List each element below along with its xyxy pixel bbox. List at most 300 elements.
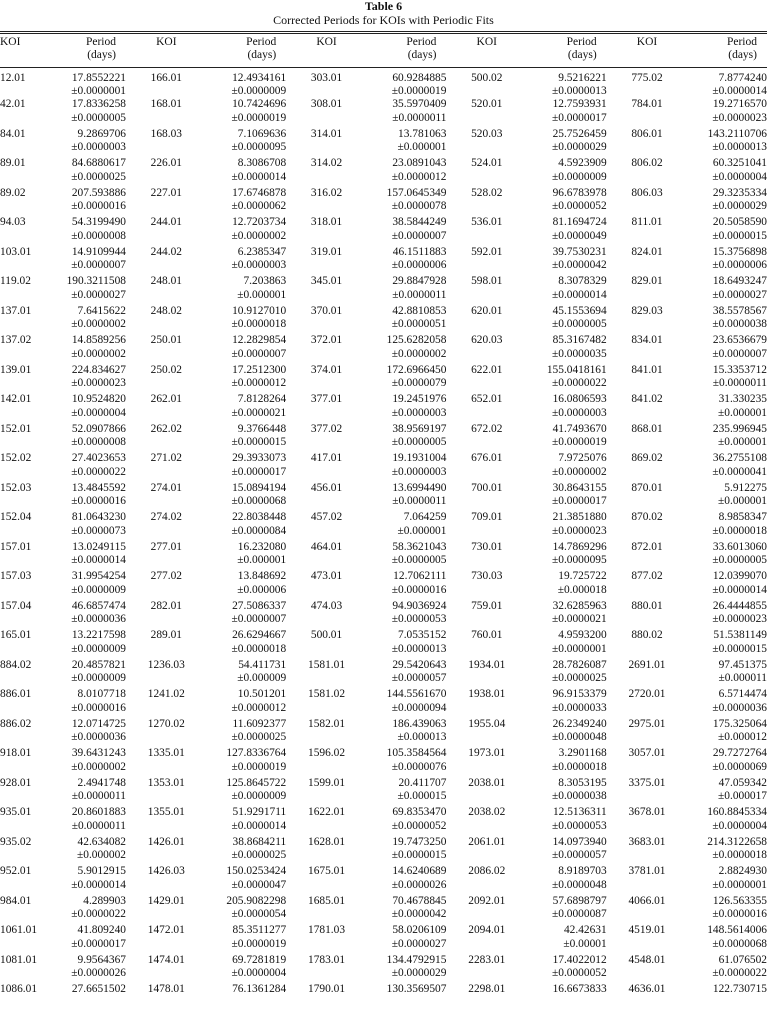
period-cell	[62, 216, 126, 246]
period-cell	[207, 246, 287, 276]
period-cell	[207, 954, 287, 984]
koi-cell: 2092.01	[468, 894, 506, 907]
koi-cell: 277.01	[150, 540, 182, 553]
period-uncertainty: ±0.0000004	[71, 406, 126, 419]
period-uncertainty: ±0.000001	[397, 141, 447, 154]
koi-cell: 841.02	[631, 393, 663, 406]
period-uncertainty: ±0.000011	[718, 672, 767, 685]
period-uncertainty: ±0.0000033	[552, 701, 607, 714]
koi-cell: 886.02	[0, 717, 32, 730]
koi-cell: 824.01	[631, 245, 663, 258]
period-uncertainty: ±0.0000015	[391, 849, 447, 862]
period-value: 60.9284885	[392, 72, 447, 84]
koi-cell: 248.02	[150, 304, 182, 317]
period-cell	[62, 659, 126, 689]
period-cell	[62, 924, 126, 954]
period-uncertainty: ±0.000015	[397, 790, 447, 803]
period-uncertainty: ±0.000001	[718, 495, 767, 508]
period-cell	[367, 836, 447, 866]
period-value: 31.9954254	[71, 570, 126, 583]
period-uncertainty: ±0.0000003	[391, 406, 447, 419]
header-period	[687, 34, 767, 68]
koi-cell: 314.02	[310, 157, 343, 170]
period-cell	[62, 482, 126, 512]
period-cell	[367, 393, 447, 423]
koi-cell: 303.01	[310, 72, 343, 84]
koi-cell: 500.01	[310, 629, 343, 642]
period-value: 20.4857821	[71, 658, 126, 671]
table-row	[0, 954, 767, 984]
period-value: 38.9569197	[392, 422, 447, 435]
period-cell	[367, 334, 447, 364]
table-row	[0, 983, 767, 1013]
period-uncertainty: ±0.0000068	[231, 495, 287, 508]
period-cell	[207, 364, 287, 394]
period-value: 57.6898797	[552, 894, 607, 907]
period-value: 126.563355	[712, 894, 767, 907]
koi-cell: 829.01	[631, 275, 663, 288]
period-cell	[62, 954, 126, 984]
koi-cell: 700.01	[471, 481, 503, 494]
period-uncertainty: ±0.000002	[77, 849, 126, 862]
period-uncertainty: ±0.0000015	[712, 642, 767, 655]
period-value: 27.6651502	[71, 983, 126, 996]
period-uncertainty: ±0.0000027	[391, 937, 447, 950]
period-uncertainty: ±0.0000087	[552, 908, 607, 921]
period-cell	[62, 688, 126, 718]
period-cell	[527, 629, 607, 659]
period-cell	[687, 187, 767, 217]
period-uncertainty: ±0.0000029	[712, 200, 767, 213]
period-cell	[62, 305, 126, 335]
koi-cell: 870.01	[631, 481, 663, 494]
period-cell	[62, 983, 126, 1013]
koi-cell: 417.01	[310, 452, 343, 465]
period-value: 26.2349240	[552, 717, 607, 730]
period-uncertainty: ±0.0000036	[71, 731, 126, 744]
koi-cell: 42.01	[0, 98, 26, 111]
koi-cell: 1783.01	[308, 953, 346, 966]
period-uncertainty: ±0.0000005	[391, 436, 447, 449]
period-uncertainty: ±0.0000025	[231, 731, 287, 744]
period-cell	[687, 275, 767, 305]
koi-cell: 1934.01	[468, 658, 506, 671]
table-row	[0, 68, 767, 98]
koi-cell: 165.01	[0, 629, 32, 642]
koi-cell: 760.01	[471, 629, 503, 642]
period-cell	[527, 688, 607, 718]
period-value: 9.9564367	[77, 953, 126, 966]
period-uncertainty: ±0.0000036	[71, 613, 126, 626]
koi-cell: 730.01	[471, 540, 503, 553]
koi-cell: 4548.01	[628, 953, 666, 966]
koi-cell: 250.01	[150, 334, 182, 347]
koi-cell: 1685.01	[308, 894, 346, 907]
table-row	[0, 275, 767, 305]
period-value: 9.2869706	[77, 127, 126, 140]
period-value: 39.6431243	[71, 747, 126, 760]
koi-cell: 984.01	[0, 894, 32, 907]
period-cell	[687, 511, 767, 541]
period-value: 33.6013060	[712, 540, 767, 553]
koi-cell: 620.03	[471, 334, 503, 347]
koi-cell: 806.03	[631, 186, 663, 199]
period-uncertainty: ±0.0000023	[71, 377, 126, 390]
period-uncertainty: ±0.0000014	[712, 85, 767, 98]
period-cell	[527, 718, 607, 748]
period-value: 4.9593200	[558, 629, 607, 642]
period-cell	[527, 659, 607, 689]
koi-cell: 157.01	[0, 540, 32, 553]
period-cell	[62, 629, 126, 659]
table-row	[0, 246, 767, 276]
period-cell	[62, 364, 126, 394]
period-value: 17.4022012	[552, 953, 607, 966]
table-row	[0, 747, 767, 777]
period-cell	[367, 777, 447, 807]
koi-cell: 456.01	[310, 481, 343, 494]
period-value: 13.781063	[398, 127, 447, 140]
period-uncertainty: ±0.0000003	[71, 141, 126, 154]
period-value: 175.325064	[712, 717, 767, 730]
period-value: 3.2901168	[558, 747, 607, 760]
koi-cell: 166.01	[150, 72, 182, 84]
period-cell	[207, 541, 287, 571]
period-uncertainty: ±0.0000012	[231, 377, 287, 390]
period-value: 41.809240	[77, 924, 126, 937]
period-value: 61.076502	[718, 953, 767, 966]
period-value: 10.7424696	[232, 98, 287, 111]
period-cell	[367, 157, 447, 187]
period-value: 8.0107718	[77, 688, 126, 701]
period-uncertainty: ±0.0000035	[552, 347, 607, 360]
period-cell	[62, 275, 126, 305]
koi-cell: 3781.01	[628, 865, 666, 878]
header-period-unit: (days)	[87, 49, 116, 61]
period-value: 38.8684211	[232, 835, 287, 848]
period-cell	[367, 688, 447, 718]
period-uncertainty: ±0.0000016	[391, 583, 447, 596]
period-cell	[367, 216, 447, 246]
period-value: 17.2512300	[232, 363, 287, 376]
period-uncertainty: ±0.0000053	[391, 613, 447, 626]
period-cell	[207, 718, 287, 748]
period-cell	[62, 68, 126, 98]
koi-cell: 3683.01	[628, 835, 666, 848]
period-cell	[367, 246, 447, 276]
period-uncertainty: ±0.0000009	[71, 672, 126, 685]
koi-cell: 880.01	[631, 599, 663, 612]
period-cell	[367, 452, 447, 482]
period-cell	[207, 688, 287, 718]
table-row	[0, 629, 767, 659]
period-value: 15.3353712	[712, 363, 767, 376]
period-uncertainty: ±0.000001	[718, 436, 767, 449]
period-uncertainty: ±0.0000011	[71, 790, 126, 803]
period-value: 13.4845592	[71, 481, 126, 494]
period-value: 134.4792915	[386, 953, 447, 966]
period-value: 29.3235334	[712, 186, 767, 199]
period-uncertainty: ±0.0000027	[712, 288, 767, 301]
koi-cell: 928.01	[0, 776, 32, 789]
period-value: 42.634082	[77, 835, 126, 848]
koi-cell: 4066.01	[628, 894, 666, 907]
period-value: 26.4444855	[712, 599, 767, 612]
period-uncertainty: ±0.00001	[563, 937, 607, 950]
period-cell	[207, 659, 287, 689]
period-cell	[527, 482, 607, 512]
period-cell	[207, 128, 287, 158]
period-uncertainty: ±0.0000004	[712, 170, 767, 183]
koi-cell: 282.01	[150, 599, 182, 612]
period-uncertainty: ±0.0000052	[552, 967, 607, 980]
period-value: 16.6673833	[552, 983, 607, 996]
koi-cell: 262.01	[150, 393, 182, 406]
period-cell	[687, 157, 767, 187]
koi-cell: 806.02	[631, 157, 663, 170]
period-value: 25.7526459	[552, 127, 607, 140]
period-value: 10.501201	[237, 688, 287, 701]
period-uncertainty: ±0.0000084	[231, 524, 287, 537]
period-cell	[367, 570, 447, 600]
period-cell	[367, 68, 447, 98]
header-koi: KOI	[316, 36, 337, 48]
koi-cell: 1478.01	[147, 983, 185, 996]
period-cell	[62, 806, 126, 836]
period-uncertainty: ±0.0000005	[552, 318, 607, 331]
koi-cell: 473.01	[310, 570, 343, 583]
period-cell	[207, 157, 287, 187]
koi-cell: 2298.01	[468, 983, 506, 996]
koi-cell: 672.02	[471, 422, 503, 435]
table-row	[0, 393, 767, 423]
period-uncertainty: ±0.0000019	[391, 85, 447, 98]
period-uncertainty: ±0.0000002	[71, 760, 126, 773]
header-period-unit: (days)	[728, 49, 757, 61]
period-value: 22.8038448	[232, 511, 287, 524]
koi-cell: 652.01	[471, 393, 503, 406]
period-cell	[527, 983, 607, 1013]
table-row	[0, 836, 767, 866]
period-uncertainty: ±0.0000029	[552, 141, 607, 154]
period-value: 8.9189703	[558, 865, 607, 878]
period-value: 6.2385347	[237, 245, 287, 258]
period-value: 69.7281819	[232, 953, 287, 966]
period-cell	[367, 275, 447, 305]
period-value: 46.6857474	[71, 599, 126, 612]
period-value: 205.9082298	[226, 894, 287, 907]
period-uncertainty: ±0.0000017	[552, 111, 607, 124]
period-value: 14.7869296	[552, 540, 607, 553]
table-row	[0, 718, 767, 748]
header-koi: KOI	[0, 36, 21, 48]
koi-cell: 1596.02	[308, 747, 346, 760]
period-value: 27.5086337	[232, 599, 287, 612]
period-cell	[207, 334, 287, 364]
period-cell	[687, 364, 767, 394]
period-value: 207.593886	[71, 186, 126, 199]
period-value: 51.5381149	[713, 629, 767, 642]
period-value: 8.3078329	[558, 275, 607, 288]
koi-cell: 1236.03	[147, 658, 185, 671]
period-cell	[367, 187, 447, 217]
period-uncertainty: ±0.0000038	[712, 318, 767, 331]
period-value: 8.3086708	[237, 157, 287, 170]
koi-cell: 1353.01	[147, 776, 185, 789]
period-uncertainty: ±0.0000012	[391, 170, 447, 183]
koi-cell: 457.02	[310, 511, 343, 524]
period-cell	[367, 747, 447, 777]
koi-cell: 103.01	[0, 245, 32, 258]
period-cell	[367, 128, 447, 158]
period-uncertainty: ±0.0000002	[231, 229, 287, 242]
period-value: 85.3511277	[232, 924, 287, 937]
period-cell	[62, 836, 126, 866]
koi-cell: 520.03	[471, 127, 503, 140]
period-cell	[207, 305, 287, 335]
period-cell	[207, 806, 287, 836]
koi-cell: 226.01	[150, 157, 182, 170]
period-cell	[367, 511, 447, 541]
period-value: 105.3584564	[386, 747, 447, 760]
period-cell	[687, 659, 767, 689]
table-row	[0, 334, 767, 364]
period-cell	[207, 629, 287, 659]
period-cell	[527, 393, 607, 423]
period-value: 20.411707	[398, 776, 447, 789]
period-uncertainty: ±0.0000023	[712, 111, 767, 124]
period-value: 30.8643155	[552, 481, 607, 494]
table-label: Table 6	[364, 0, 403, 13]
koi-cell: 372.01	[310, 334, 343, 347]
koi-cell: 500.02	[471, 72, 503, 84]
period-value: 28.7826087	[552, 658, 607, 671]
period-uncertainty: ±0.0000015	[712, 229, 767, 242]
period-value: 27.4023653	[71, 452, 126, 465]
period-cell	[687, 777, 767, 807]
koi-cell: 730.03	[471, 570, 503, 583]
period-cell	[207, 924, 287, 954]
period-cell	[527, 541, 607, 571]
period-value: 127.8336764	[226, 747, 287, 760]
koi-cell: 592.01	[471, 245, 503, 258]
period-uncertainty: ±0.0000003	[231, 259, 287, 272]
table-row	[0, 305, 767, 335]
period-value: 96.6783978	[552, 186, 607, 199]
period-uncertainty: ±0.0000013	[712, 141, 767, 154]
period-value: 15.3756898	[712, 245, 767, 258]
period-uncertainty: ±0.0000057	[391, 672, 447, 685]
koi-cell: 319.01	[310, 245, 343, 258]
period-value: 125.6282058	[386, 334, 447, 347]
period-cell	[62, 747, 126, 777]
koi-cell: 1241.02	[147, 688, 185, 701]
period-uncertainty: ±0.0000003	[391, 465, 447, 478]
period-value: 81.1694724	[552, 216, 607, 229]
period-cell	[367, 305, 447, 335]
koi-cell: 2283.01	[468, 953, 506, 966]
period-value: 19.7473250	[392, 835, 447, 848]
koi-cell: 277.02	[150, 570, 182, 583]
period-cell	[687, 423, 767, 453]
koi-cell: 1599.01	[308, 776, 346, 789]
period-value: 160.8845334	[707, 806, 767, 819]
koi-cell: 1429.01	[147, 894, 185, 907]
koi-cell: 2094.01	[468, 924, 506, 937]
period-cell	[207, 570, 287, 600]
koi-cell: 877.02	[631, 570, 663, 583]
period-cell	[62, 600, 126, 630]
period-value: 16.0806593	[552, 393, 607, 406]
period-cell	[687, 895, 767, 925]
period-value: 85.3167482	[552, 334, 607, 347]
period-cell	[62, 865, 126, 895]
period-uncertainty: ±0.0000009	[231, 85, 287, 98]
period-uncertainty: ±0.0000014	[71, 554, 126, 567]
period-cell	[527, 452, 607, 482]
period-uncertainty: ±0.0000051	[391, 318, 447, 331]
period-cell	[687, 334, 767, 364]
period-value: 19.725722	[558, 570, 607, 583]
table-row	[0, 777, 767, 807]
period-cell	[687, 924, 767, 954]
period-uncertainty: ±0.0000001	[712, 878, 767, 891]
period-value: 157.0645349	[386, 186, 447, 199]
period-cell	[687, 600, 767, 630]
koi-cell: 1426.03	[147, 865, 185, 878]
period-cell	[207, 600, 287, 630]
period-uncertainty: ±0.0000023	[552, 524, 607, 537]
koi-cell: 4519.01	[628, 924, 666, 937]
period-cell	[687, 305, 767, 335]
period-cell	[207, 895, 287, 925]
period-cell	[687, 806, 767, 836]
period-uncertainty: ±0.0000003	[552, 406, 607, 419]
period-uncertainty: ±0.0000014	[552, 288, 607, 301]
koi-cell: 1081.01	[0, 953, 38, 966]
period-uncertainty: ±0.0000042	[391, 908, 447, 921]
period-cell	[62, 246, 126, 276]
koi-cell: 168.03	[150, 127, 182, 140]
period-uncertainty: ±0.0000042	[552, 259, 607, 272]
period-value: 31.330235	[718, 393, 767, 406]
period-cell	[207, 98, 287, 128]
period-cell	[367, 924, 447, 954]
table-row	[0, 541, 767, 571]
table-row	[0, 511, 767, 541]
period-value: 29.8847928	[392, 275, 447, 288]
koi-cell: 318.01	[310, 216, 343, 229]
koi-cell: 1474.01	[147, 953, 185, 966]
period-cell	[527, 68, 607, 98]
period-value: 76.1361284	[232, 983, 287, 996]
koi-cell: 94.03	[0, 216, 26, 229]
period-uncertainty: ±0.0000014	[712, 583, 767, 596]
period-cell	[527, 747, 607, 777]
table-row	[0, 423, 767, 453]
period-cell	[207, 836, 287, 866]
period-value: 14.0973940	[552, 835, 607, 848]
period-uncertainty: ±0.0000018	[552, 760, 607, 773]
period-uncertainty: ±0.0000078	[391, 200, 447, 213]
period-value: 16.232080	[237, 540, 287, 553]
koi-cell: 4636.01	[628, 983, 666, 996]
period-value: 190.3211508	[66, 275, 126, 288]
period-uncertainty: ±0.0000017	[71, 937, 126, 950]
period-value: 4.5923909	[558, 157, 607, 170]
period-cell	[527, 836, 607, 866]
period-cell	[207, 393, 287, 423]
